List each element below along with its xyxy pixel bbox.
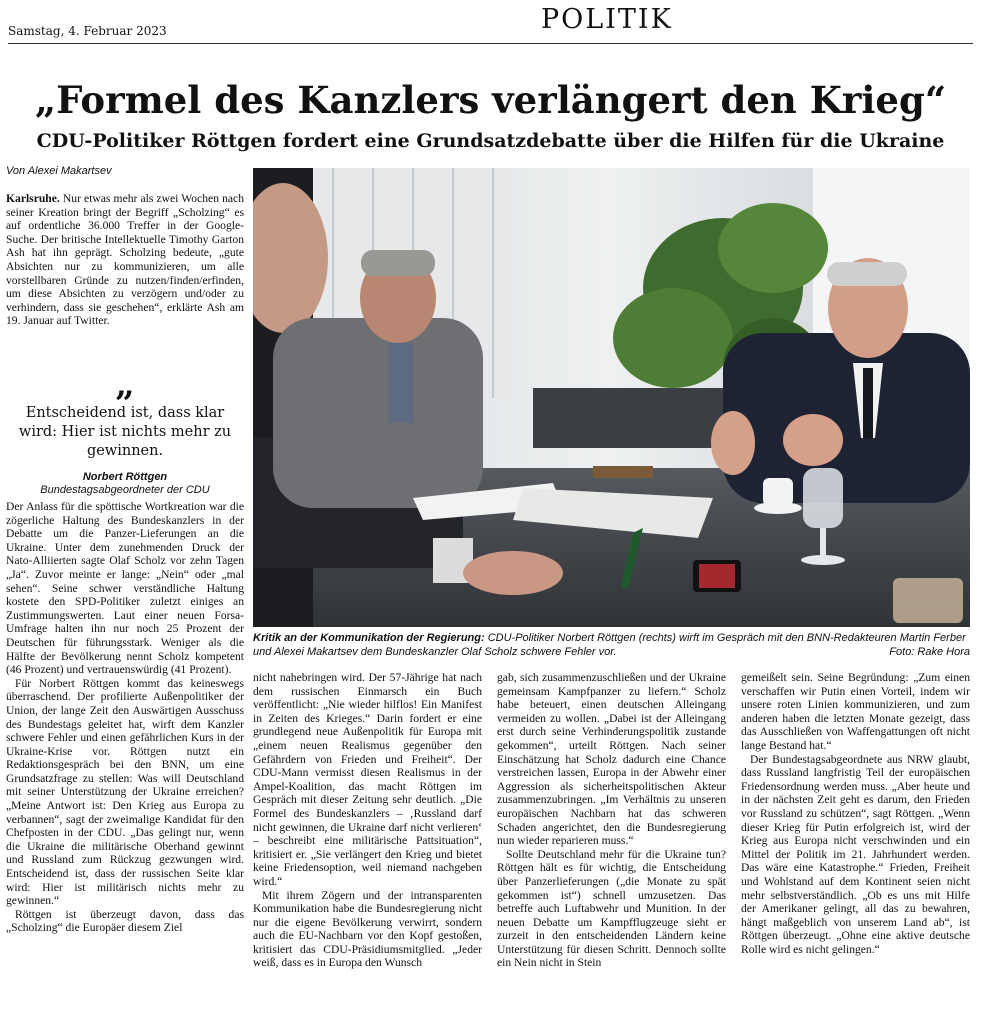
meeting-photo-icon — [253, 168, 970, 627]
col1-paragraph-1: Der Anlass für die spöttische Wortkreation war die zögerliche Haltung des Bundeskanzlers in der Debatte um die Panzer-Lieferungen an die Ukraine. Unter dem zunehmenden Druck der Nato-Alliierten sagte Olaf Scholz vor zehn Tagen „Ja“. Zuvor meinte er lange: „Nein“ oder „mal sehen“. Seine schwer verständliche Haltung kostete den SPD-Politiker zuletzt einiges an Zustimmungswerten. Laut einer neuen Forsa-Umfrage halten ihn nur noch 25 Prozent der Deutschen für führungsstark. Weniger als die Hälfte der Bevölkerung nennt Scholz kompetent (46 Prozent) und vertrauenswürdig (41 Prozent). — [6, 500, 244, 677]
subheadline: CDU-Politiker Röttgen fordert eine Grundsatzdebatte über die Hilfen für die Ukraine — [36, 130, 945, 152]
dateline: Karlsruhe. — [6, 192, 60, 205]
intro-paragraph — [6, 192, 244, 328]
section-title: POLITIK — [541, 4, 673, 35]
photo-credit: Foto: Rake Hora — [889, 646, 970, 658]
article-column-1 — [6, 500, 244, 1020]
intro-column — [6, 192, 244, 367]
caption-lead: Kritik an der Kommunikation der Regierung: — [253, 632, 485, 644]
quote-text: Entscheidend ist, dass klar wird: Hier ist nichts mehr zu gewinnen. — [18, 405, 232, 459]
intro-text: Nur etwas mehr als zwei Wochen nach seiner Kreation bringt der Begriff „Scholzing“ es auf ordentliche 36.000 Treffer in der Google-Suche. Der britische Intellektuelle Timothy Garton Ash hat ihn geprägt. Scholzing bedeute, „gute Absichten nur zu kommunizieren, um alle vorstellbaren Gründe zu nutzen/finden/erfinden, um diese Absichten zu verzögern und/oder zu verhindern, dass sie geschehen“, erklärte Ash am 19. Januar auf Twitter. — [6, 192, 244, 328]
article-photo — [253, 168, 970, 627]
col4-paragraph-2: Der Bundestagsabgeordnete aus NRW glaubt, dass Russland langfristig Teil der europäischen Friedensordnung werden muss. „Aber heute und in der nächsten Zeit geht es darum, den Frieden vor Russland zu schützen“, sagt Röttgen. „Wenn dieser Krieg für Putin erfolgreich ist, wird der Krieg aus Europa nicht verschwinden und ein Mittel der Politik im 21. Jahrhundert werden. Das wäre eine Katastrophe.“ Frieden, Freiheit und Wohlstand auf dem Kontinent seien nicht mehr selbstverständlich. „Ob es uns mit Hilfe der Amerikaner gelingt, all das zu bewahren, hängt maßgeblich von unserem Land ab“, ist Röttgen überzeugt. „Ohne eine aktive deutsche Rolle wird es nicht gelingen.“ — [741, 752, 970, 956]
quote-author-role: Bundestagsabgeordneter der CDU — [40, 484, 210, 496]
pull-quote — [6, 365, 244, 496]
col4-paragraph-1: gemeißelt sein. Seine Begründung: „Zum einen verschaffen wir Putin einen Vorteil, indem wir unsere roten Linien kommunizieren, und zum anderen haben die letzten Monate gezeigt, dass das Ausschließen von Waffengattungen oft nicht lange Bestand hat.“ — [741, 671, 970, 752]
headline: „Formel des Kanzlers verlängert den Krieg“ — [34, 78, 947, 122]
col2-paragraph-1: nicht nahebringen wird. Der 57-Jährige hat nach dem russischen Einmarsch ein Buch veröffentlicht: „Nie wieder hilflos! Ein Manifest in Zeiten des Krieges.“ Darin fordert er eine grundlegend neue Außenpolitik für Europa mit „einem neuen Realismus gegenüber den Gefährdern von Frieden und Freiheit“. Der CDU-Mann vermisst diesen Realismus in der Ampel-Koalition, das macht Röttgen im Gespräch mit dieser Zeitung sehr deutlich. „Die Formel des Bundeskanzlers – ‚Russland darf nicht gewinnen, die Ukraine darf nicht verlieren‘ – beschreibt eine militärische Pattsituation“, kritisiert er. „Sie verlängert den Krieg und bietet keine Friedensoption, weil niemand nachgeben wird.“ — [253, 671, 482, 888]
col1-paragraph-2: Für Norbert Röttgen kommt das keineswegs überraschend. Der profilierte Außenpolitiker der Union, der lange Zeit den Auswärtigen Ausschuss des Bundestags geleitet hat, wirft dem Kanzler schwere Fehler und einen gefährlichen Kurs in der Ukraine-Krise vor. Röttgen nutzt ein Redaktionsgespräch bei den BNN, um eine Grundsatzfrage zu stellen: Was will Deutschland mit seiner Unterstützung der Ukraine erreichen? „Meine Antwort ist: Den Krieg aus Europa zu verbannen“, sagt der zweimalige Kandidat für den Chefposten in der CDU. „Das gelingt nur, wenn die Ukraine die militärische Oberhand gewinnt und Russland zum Rückzug gezwungen wird. Entscheidend ist, dass der russischen Seite klar wird: Hier ist militärisch nichts mehr zu gewinnen.“ — [6, 676, 244, 908]
page-header — [8, 0, 973, 44]
col3-paragraph-2: Sollte Deutschland mehr für die Ukraine tun? Röttgen hält es für wichtig, die Entscheidung über Panzerlieferungen („die Monate zu spät gekommen ist“) schnell umzusetzen. Das betreffe auch Luftabwehr und Munition. In der neuen Debatte um Kampfflugzeuge sieht er zurzeit in den entscheidenden Ländern keine Unterstützung für diesen Schritt. Dennoch sollte ein Nein nicht in Stein — [497, 847, 726, 970]
photo-caption — [253, 631, 970, 659]
col3-paragraph-1: gab, sich zusammenzuschließen und der Ukraine gemeinsam Kampfpanzer zu liefern.“ Scholz habe beteuert, einen deutschen Alleingang vermeiden zu wollen. „Dabei ist der Alleingang erst durch seine Verhinderungspolitik zustande gekommen“, urteilt Röttgen. Nach seiner Einschätzung hat Scholz dadurch eine Chance verstreichen lassen, Europa in der Abwehr einer Aggression als sicherheitspolitischen Akteur zusammenzubringen. „Im Verhältnis zu unseren europäischen Nachbarn hat das schweren Schaden angerichtet, den die Bundesregierung nun wieder reparieren muss.“ — [497, 671, 726, 848]
byline: Von Alexei Makartsev — [6, 165, 112, 177]
caption-text: CDU-Politiker Norbert Röttgen (rechts) wirft im Gespräch mit den BNN-Redakteuren Martin Ferber und Alexei Makartsev dem Bundeskanzler Olaf Scholz schwere Fehler vor. — [253, 632, 966, 658]
col2-paragraph-2: Mit ihrem Zögern und der intransparenten Kommunikation habe die Bundesregierung nicht nur die eigene Bevölkerung verwirrt, sondern auch die EU-Nachbarn vor den Kopf gestoßen, kritisiert das CDU-Präsidiumsmitglied. „Jeder weiß, dass es in Europa den Wunsch — [253, 888, 482, 970]
col1-paragraph-3: Röttgen ist überzeugt davon, dass das „Scholzing“ die Europäer diesem Ziel — [6, 907, 244, 935]
issue-date: Samstag, 4. Februar 2023 — [8, 24, 167, 38]
article-column-2 — [253, 671, 482, 1020]
quote-author: Norbert Röttgen — [82, 471, 168, 483]
article-column-3 — [497, 671, 726, 1020]
quote-icon: „ — [115, 365, 135, 405]
article-column-4 — [741, 671, 970, 1020]
